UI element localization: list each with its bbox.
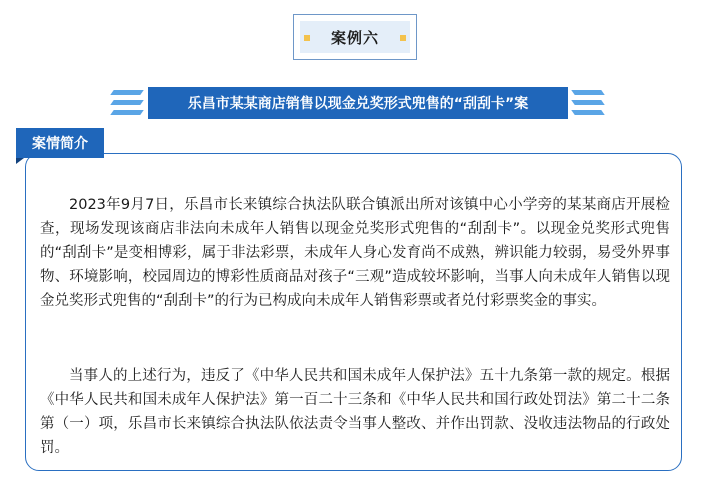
case-paragraph-2: 当事人的上述行为，违反了《中华人民共和国未成年人保护法》五十九条第一款的规定。根据《中华人民共和国未成年人保护法》第一百二十三条和《中华人民共和国行政处罚法》第二十二条第（一）项，乐昌市长来镇综合执法队依法责令当事人整改、并作出罚款、没收违法物品的行政处罚。 — [40, 368, 670, 456]
decorative-dot-right — [400, 35, 406, 41]
section-tag — [16, 128, 104, 158]
case-number-label: 案例六 — [330, 28, 379, 47]
decorative-dot-left — [304, 35, 310, 41]
case-title: 乐昌市某某商店销售以现金兑奖形式兜售的“刮刮卡”案 — [187, 96, 529, 112]
case-number-box — [293, 14, 417, 60]
decorative-stripes-left — [112, 89, 142, 117]
case-number-inner — [300, 21, 410, 53]
section-tag-label: 案情简介 — [32, 136, 88, 152]
case-title-banner — [148, 87, 568, 119]
decorative-stripes-right — [573, 89, 603, 117]
case-paragraph-1: 2023年9月7日，乐昌市长来镇综合执法队联合镇派出所对该镇中心小学旁的某某商店开展检查，现场发现该商店非法向未成年人销售以现金兑奖形式兜售的“刮刮卡”。以现金兑奖形式兜售的“刮刮卡”是变相博彩，属于非法彩票，未成年人身心发育尚不成熟，辨识能力较弱，易受外界事物、环境影响，校园周边的博彩性质商品对孩子“三观”造成较坏影响，当事人向未成年人销售以现金兑奖形式兜售的“刮刮卡”的行为已构成向未成年人销售彩票或者兑付彩票奖金的事实。 — [40, 197, 670, 309]
section-tag-fold — [16, 158, 24, 164]
